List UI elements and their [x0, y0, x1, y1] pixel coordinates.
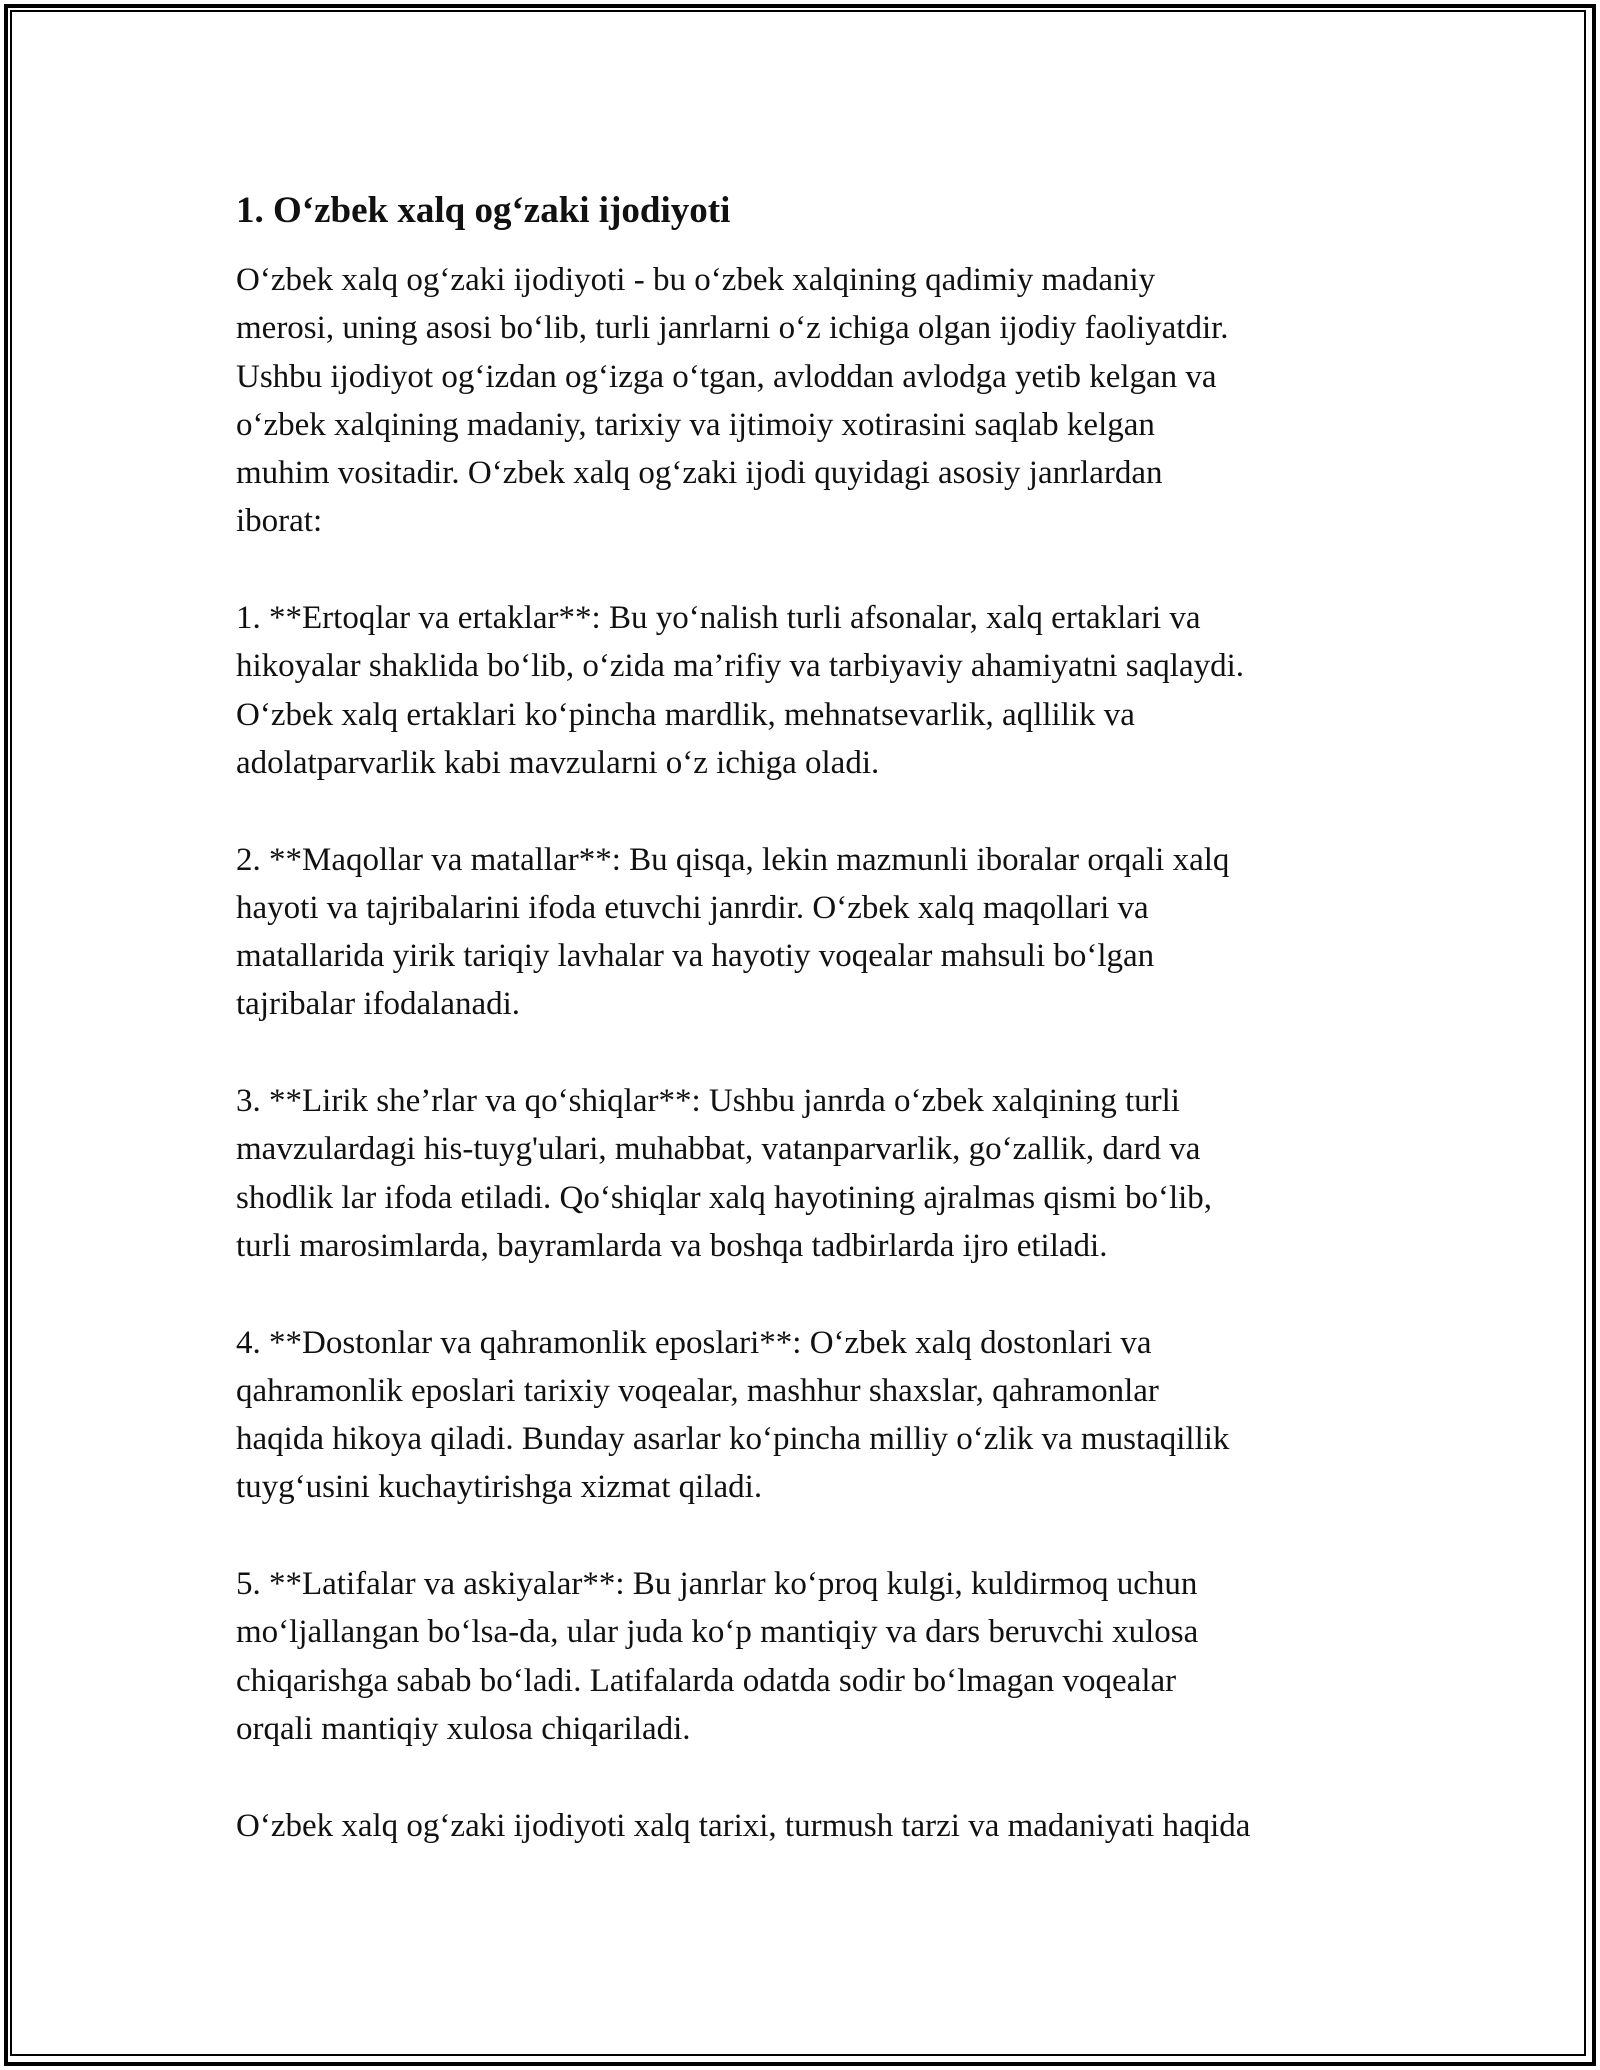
paragraph-item-4: 4. **Dostonlar va qahramonlik eposlari**: O‘zbek xalq dostonlari va qahramonlik eposlari tarixiy voqealar, mashhur shaxslar, qahramonlar haqida hikoya qiladi. Bunday asarlar ko‘pincha milliy o‘zlik va mustaqillik tuyg‘usini kuchaytirishga xizmat qiladi. [236, 1324, 1230, 1506]
paragraph-intro: O‘zbek xalq og‘zaki ijodiyoti - bu o‘zbek xalqining qadimiy madaniy merosi, uning asosi bo‘lib, turli janrlarni o‘z ichiga olgan ijodiy faoliyatdir. Ushbu ijodiyot og‘izdan og‘izga o‘tgan, avloddan avlodga yetib kelgan va o‘zbek xalqining madaniy, tarixiy va ijtimoiy xotirasini saqlab kelgan muhim vositadir. O‘zbek xalq og‘zaki ijodi quyidagi asosiy janrlardan iborat: [236, 262, 1229, 540]
paragraph-item-1: 1. **Ertoqlar va ertaklar**: Bu yo‘nalish turli afsonalar, xalq ertaklari va hikoyalar shaklida bo‘lib, o‘zida ma’rifiy va tarbiyaviy ahamiyatni saqlaydi. O‘zbek xalq ertaklari ko‘pincha mardlik, mehnatsevarlik, aqllilik va adolatparvarlik kabi mavzularni o‘z ichiga oladi. [236, 600, 1245, 781]
document-body [236, 186, 1376, 1898]
paragraph-item-3: 3. **Lirik she’rlar va qo‘shiqlar**: Ushbu janrda o‘zbek xalqining turli mavzulardagi his-tuyg'ulari, muhabbat, vatanparvarlik, go‘zallik, dard va shodlik lar ifoda etiladi. Qo‘shiqlar xalq hayotining ajralmas qismi bo‘lib, turli marosimlarda, bayramlarda va boshqa tadbirlarda ijro etiladi. [236, 1083, 1213, 1264]
paragraph-item-2: 2. **Maqollar va matallar**: Bu qisqa, lekin mazmunli iboralar orqali xalq hayoti va tajribalarini ifoda etuvchi janrdir. O‘zbek xalq maqollari va matallarida yirik tariqiy lavhalar va hayotiy voqealar mahsuli bo‘lgan tajribalar ifodalanadi. [236, 841, 1230, 1023]
paragraph-item-5: 5. **Latifalar va askiyalar**: Bu janrlar ko‘proq kulgi, kuldirmoq uchun mo‘ljallangan bo‘lsa-da, ular juda ko‘p mantiqiy va dars beruvchi xulosa chiqarishga sabab bo‘ladi. Latifalarda odatda sodir bo‘lmagan voqealar orqali mantiqiy xulosa chiqariladi. [236, 1566, 1199, 1747]
document-title: 1. O‘zbek xalq og‘zaki ijodiyoti [236, 190, 731, 231]
paragraph-conclusion: O‘zbek xalq og‘zaki ijodiyoti xalq tarixi, turmush tarzi va madaniyati haqida [236, 1807, 1251, 1844]
